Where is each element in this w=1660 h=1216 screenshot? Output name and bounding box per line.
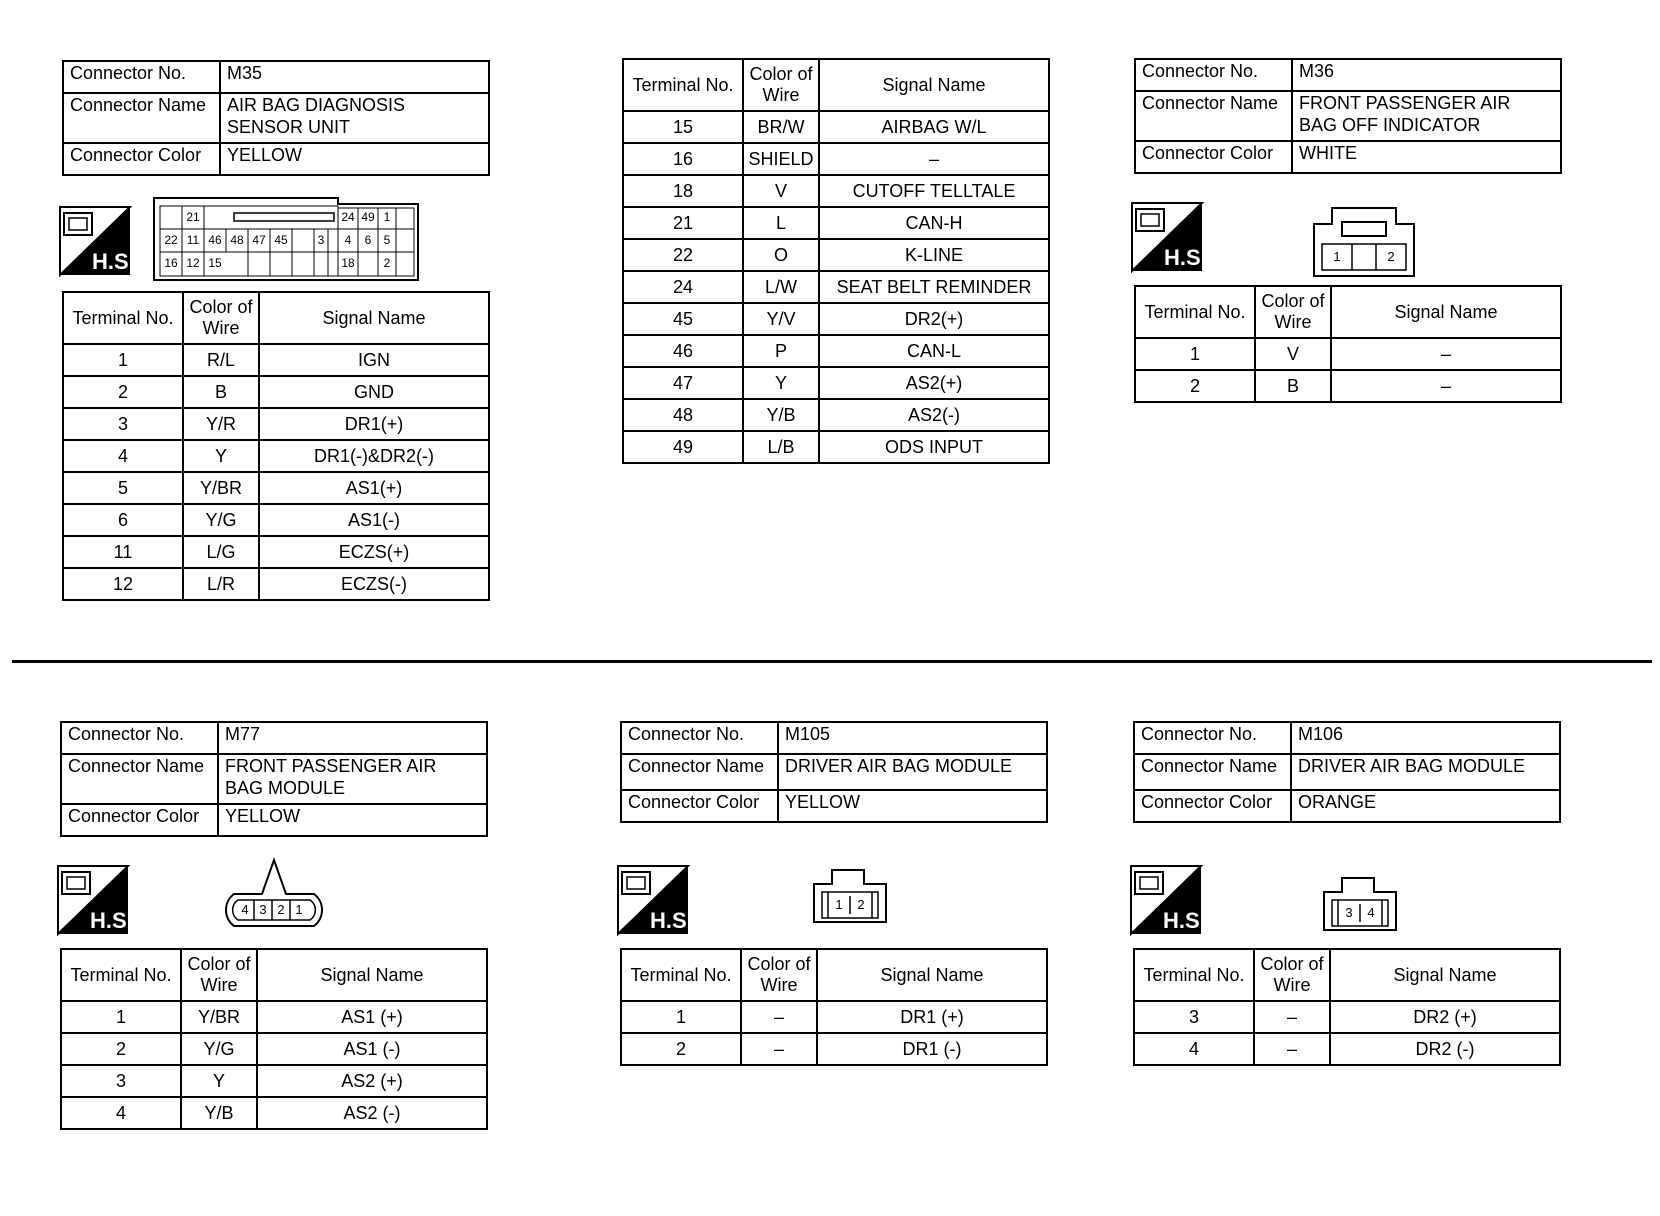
col-signal-name: Signal Name <box>1331 286 1561 338</box>
m77-pin: 4 <box>241 902 249 917</box>
table-row: 1 Y/BR AS1 (+) <box>61 1001 487 1033</box>
m35-pin: 15 <box>208 256 222 270</box>
m77-terminal-table <box>60 948 488 1130</box>
table-row: 24 L/W SEAT BELT REMINDER <box>623 271 1049 303</box>
m35-pin: 46 <box>208 233 222 247</box>
label-connector-color: Connector Color <box>1135 141 1292 173</box>
table-row: 2 – DR1 (-) <box>621 1033 1047 1065</box>
label-connector-name: Connector Name <box>1135 91 1292 141</box>
table-row: 49 L/B ODS INPUT <box>623 431 1049 463</box>
m106-terminal-table <box>1133 948 1561 1066</box>
m106-pin: 3 <box>1345 905 1353 920</box>
m35-pin: 3 <box>317 233 325 247</box>
label-connector-no: Connector No. <box>63 61 220 93</box>
m36-connector-color: WHITE <box>1292 141 1561 173</box>
col-terminal-no: Terminal No. <box>63 292 183 344</box>
m35-pin: 11 <box>186 233 200 247</box>
label-connector-color: Connector Color <box>621 790 778 822</box>
label-connector-name: Connector Name <box>1134 754 1291 790</box>
m77-pin: 2 <box>277 902 285 917</box>
col-color-of-wire: Color of Wire <box>743 59 819 111</box>
table-row: 47 Y AS2(+) <box>623 367 1049 399</box>
m35-pin: 45 <box>274 233 288 247</box>
hs-icon <box>58 866 133 934</box>
m35-pin: 12 <box>186 256 200 270</box>
m105-info-table <box>620 721 1048 823</box>
label-connector-no: Connector No. <box>1135 59 1292 91</box>
m105-terminal-table <box>620 948 1048 1066</box>
m77-connector-color: YELLOW <box>218 804 487 836</box>
col-color-of-wire: Color of Wire <box>1254 949 1330 1001</box>
m77-connector-diagram <box>212 858 336 928</box>
m35-pin: 24 <box>341 210 355 224</box>
label-connector-color: Connector Color <box>1134 790 1291 822</box>
table-row: 2 B – <box>1135 370 1561 402</box>
m35-connector-no: M35 <box>220 61 489 93</box>
col-terminal-no: Terminal No. <box>621 949 741 1001</box>
svg-text:H.S.: H.S. <box>1163 908 1206 933</box>
table-row: 16 SHIELD – <box>623 143 1049 175</box>
table-row: 4 – DR2 (-) <box>1134 1033 1560 1065</box>
table-row: 4 Y/B AS2 (-) <box>61 1097 487 1129</box>
label-connector-color: Connector Color <box>61 804 218 836</box>
m106-connector-name: DRIVER AIR BAG MODULE <box>1291 754 1560 790</box>
col-signal-name: Signal Name <box>817 949 1047 1001</box>
table-row: 1 – DR1 (+) <box>621 1001 1047 1033</box>
hs-icon <box>1132 203 1207 271</box>
col-terminal-no: Terminal No. <box>1134 949 1254 1001</box>
m77-info-table <box>60 721 488 837</box>
label-connector-name: Connector Name <box>61 754 218 804</box>
svg-text:H.S.: H.S. <box>90 908 133 933</box>
hs-icon <box>60 207 135 275</box>
table-row: 12 L/R ECZS(-) <box>63 568 489 600</box>
m35-pin: 18 <box>341 256 355 270</box>
m106-pin: 4 <box>1367 905 1375 920</box>
m105-pin: 1 <box>835 897 843 912</box>
col-color-of-wire: Color of Wire <box>183 292 259 344</box>
label-connector-name: Connector Name <box>621 754 778 790</box>
m35-pin: 16 <box>164 256 178 270</box>
m35-name-line2: SENSOR UNIT <box>227 117 351 137</box>
m36-connector-name <box>1292 91 1561 141</box>
m77-pin: 1 <box>295 902 303 917</box>
table-row: 3 Y AS2 (+) <box>61 1065 487 1097</box>
label-connector-no: Connector No. <box>1134 722 1291 754</box>
m77-name-line2: BAG MODULE <box>225 778 346 798</box>
table-row: 3 – DR2 (+) <box>1134 1001 1560 1033</box>
table-row: 3 Y/R DR1(+) <box>63 408 489 440</box>
svg-text:H.S.: H.S. <box>650 908 693 933</box>
table-row: 46 P CAN-L <box>623 335 1049 367</box>
m35-pin: 22 <box>164 233 178 247</box>
label-connector-color: Connector Color <box>63 143 220 175</box>
m35-pin: 21 <box>186 210 200 224</box>
table-row: 22 O K-LINE <box>623 239 1049 271</box>
m35-pin: 4 <box>344 233 352 247</box>
m35-pin: 5 <box>383 233 391 247</box>
m105-connector-name: DRIVER AIR BAG MODULE <box>778 754 1047 790</box>
table-row: 4 Y DR1(-)&DR2(-) <box>63 440 489 472</box>
label-connector-no: Connector No. <box>61 722 218 754</box>
m77-connector-no: M77 <box>218 722 487 754</box>
m105-connector-diagram <box>812 868 888 924</box>
m106-connector-no: M106 <box>1291 722 1560 754</box>
col-terminal-no: Terminal No. <box>623 59 743 111</box>
m35-pin: 49 <box>361 210 375 224</box>
label-connector-name: Connector Name <box>63 93 220 143</box>
col-color-of-wire: Color of Wire <box>1255 286 1331 338</box>
m35-name-line1: AIR BAG DIAGNOSIS <box>227 95 406 115</box>
table-row: 21 L CAN-H <box>623 207 1049 239</box>
table-row: 2 B GND <box>63 376 489 408</box>
m35-connector-diagram <box>152 196 420 282</box>
col-signal-name: Signal Name <box>259 292 489 344</box>
col-signal-name: Signal Name <box>1330 949 1560 1001</box>
m77-name-line1: FRONT PASSENGER AIR <box>225 756 437 776</box>
svg-text:H.S.: H.S. <box>92 249 135 274</box>
table-row: 45 Y/V DR2(+) <box>623 303 1049 335</box>
m36-info-table <box>1134 58 1562 174</box>
m77-pin: 3 <box>259 902 267 917</box>
table-row: 15 BR/W AIRBAG W/L <box>623 111 1049 143</box>
m35-pin: 6 <box>364 233 372 247</box>
section-divider <box>12 660 1652 663</box>
table-row: 6 Y/G AS1(-) <box>63 504 489 536</box>
col-terminal-no: Terminal No. <box>61 949 181 1001</box>
svg-text:H.S.: H.S. <box>1164 245 1207 270</box>
hs-icon <box>618 866 693 934</box>
m35-terminal-table <box>62 291 490 601</box>
label-connector-no: Connector No. <box>621 722 778 754</box>
col-signal-name: Signal Name <box>819 59 1049 111</box>
col-color-of-wire: Color of Wire <box>181 949 257 1001</box>
m35-info-table <box>62 60 490 176</box>
table-row: 18 V CUTOFF TELLTALE <box>623 175 1049 207</box>
m36-connector-diagram <box>1312 206 1416 278</box>
m35-terminal-table-continued <box>622 58 1050 464</box>
m106-connector-diagram <box>1322 876 1398 932</box>
m105-connector-color: YELLOW <box>778 790 1047 822</box>
m35-connector-color: YELLOW <box>220 143 489 175</box>
hs-icon <box>1131 866 1206 934</box>
col-signal-name: Signal Name <box>257 949 487 1001</box>
table-row: 1 R/L IGN <box>63 344 489 376</box>
table-row: 1 V – <box>1135 338 1561 370</box>
m36-name-line1: FRONT PASSENGER AIR <box>1299 93 1511 113</box>
m35-pin: 2 <box>383 256 391 270</box>
m35-pin: 1 <box>383 210 391 224</box>
table-row: 2 Y/G AS1 (-) <box>61 1033 487 1065</box>
m36-pin: 2 <box>1387 249 1395 264</box>
m36-pin: 1 <box>1333 249 1341 264</box>
m35-connector-name <box>220 93 489 143</box>
m77-connector-name <box>218 754 487 804</box>
m105-pin: 2 <box>857 897 865 912</box>
table-row: 48 Y/B AS2(-) <box>623 399 1049 431</box>
m36-name-line2: BAG OFF INDICATOR <box>1299 115 1481 135</box>
m35-pin: 47 <box>252 233 266 247</box>
col-terminal-no: Terminal No. <box>1135 286 1255 338</box>
col-color-of-wire: Color of Wire <box>741 949 817 1001</box>
m36-connector-no: M36 <box>1292 59 1561 91</box>
m35-pin: 48 <box>230 233 244 247</box>
table-row: 5 Y/BR AS1(+) <box>63 472 489 504</box>
m106-connector-color: ORANGE <box>1291 790 1560 822</box>
table-row: 11 L/G ECZS(+) <box>63 536 489 568</box>
m36-terminal-table <box>1134 285 1562 403</box>
m105-connector-no: M105 <box>778 722 1047 754</box>
m106-info-table <box>1133 721 1561 823</box>
